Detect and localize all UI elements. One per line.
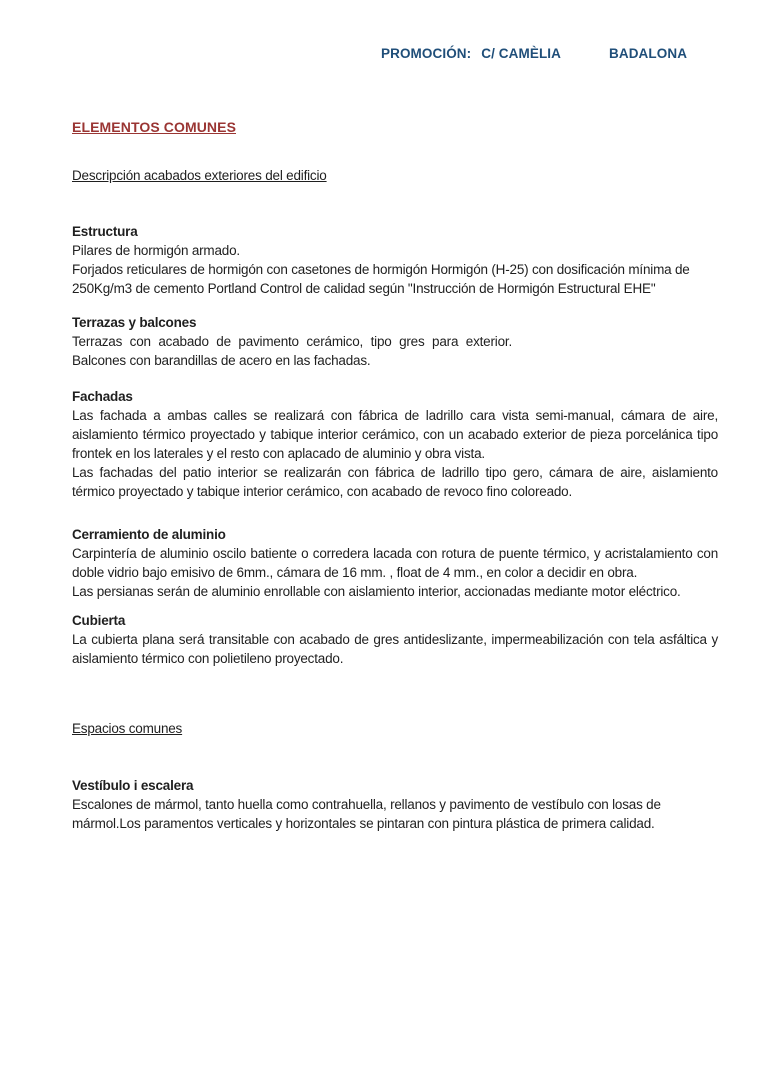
section-heading-cubierta: Cubierta <box>72 613 126 628</box>
promotion-label: PROMOCIÓN: <box>381 46 472 61</box>
paragraph-fachadas-1: Las fachada a ambas calles se realizará con fábrica de ladrillo cara vista semi-manual, cámara de aire, aislamiento térmico proyectado y tabique interior cerámico, con un acabado exterior de pieza porcelánica tipo frontek en los laterales y el resto con aplacado de aluminio y obra vista. <box>72 408 718 461</box>
paragraph-estructura-2: Forjados reticulares de hormigón con casetones de hormigón Hormigón (H-25) con dosificación mínima de 250Kg/m3 de cemento Portland Control de calidad según "Instrucción de Hormigón Estructural EHE" <box>72 262 690 296</box>
paragraph-vestibulo-1: Escalones de mármol, tanto huella como contrahuella, rellanos y pavimento de vestíbulo con losas de mármol.Los paramentos verticales y horizontales se pintaran con pintura plástica de primera calidad. <box>72 797 661 831</box>
section-heading-cerramiento: Cerramiento de aluminio <box>72 527 226 542</box>
subtitle-espacios-comunes: Espacios comunes <box>72 721 183 736</box>
paragraph-estructura-1: Pilares de hormigón armado. <box>72 243 240 258</box>
paragraph-cerramiento-1: Carpintería de aluminio oscilo batiente o corredera lacada con rotura de puente térmico, y acristalamiento con doble vidrio bajo emisivo de 6mm., cámara de 16 mm. , float de 4 mm., en color a decidir en obra. <box>72 546 718 580</box>
section-fachadas <box>72 387 718 501</box>
subtitle-acabados-exteriores: Descripción acabados exteriores del edificio <box>72 168 327 183</box>
section-cerramiento-aluminio <box>72 525 718 601</box>
section-heading-fachadas: Fachadas <box>72 389 133 404</box>
promotion-city: BADALONA <box>609 46 688 61</box>
section-terrazas-balcones <box>72 313 718 370</box>
section-vestibulo-escalera <box>72 776 718 833</box>
paragraph-fachadas-2: Las fachadas del patio interior se realizarán con fábrica de ladrillo tipo gero, cámara de aire, aislamiento térmico proyectado y tabique interior cerámico, con acabado de revoco fino coloreado. <box>72 465 718 499</box>
section-cubierta <box>72 611 718 668</box>
document-title: ELEMENTOS COMUNES <box>72 119 237 135</box>
promotion-street: C/ CAMÈLIA <box>481 46 561 61</box>
section-estructura <box>72 222 718 298</box>
paragraph-cubierta-1: La cubierta plana será transitable con acabado de gres antideslizante, impermeabilización con tela asfáltica y aislamiento térmico con polietileno proyectado. <box>72 632 718 666</box>
document-body <box>72 118 718 833</box>
section-heading-estructura: Estructura <box>72 224 138 239</box>
paragraph-cerramiento-2: Las persianas serán de aluminio enrollable con aislamiento interior, accionadas mediante motor eléctrico. <box>72 584 681 599</box>
document-header <box>381 46 687 61</box>
paragraph-terrazas-1: Terrazas con acabado de pavimento cerámico, tipo gres para exterior. Balcones con barandillas de acero en las fachadas. <box>72 334 512 368</box>
section-heading-terrazas: Terrazas y balcones <box>72 315 197 330</box>
section-heading-vestibulo: Vestíbulo i escalera <box>72 778 194 793</box>
